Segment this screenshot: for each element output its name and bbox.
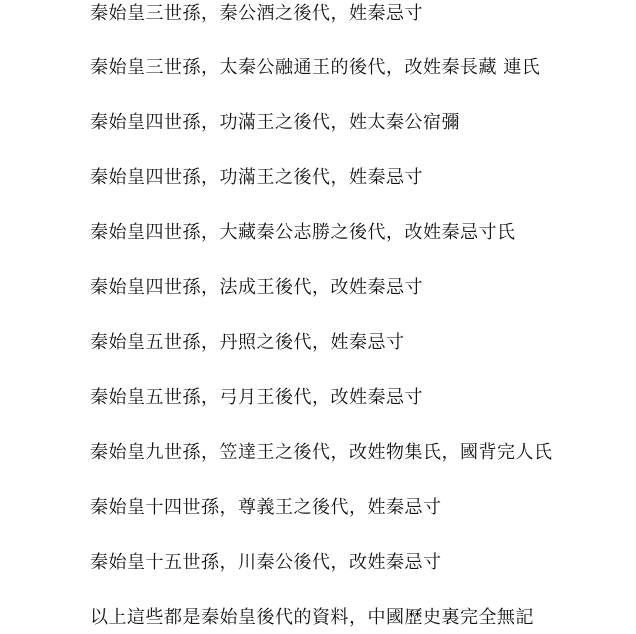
text-line: 秦始皇四世孫，功滿王之後代，姓太秦公宿彌 — [90, 112, 460, 133]
text-line: 秦始皇三世孫，太秦公融通王的後代，改姓秦長藏 連氏 — [90, 57, 541, 78]
text-line: 秦始皇三世孫，秦公酒之後代，姓秦忌寸 — [90, 3, 423, 24]
text-line: 秦始皇九世孫，笠達王之後代，改姓物集氏，國背完人氏 — [90, 442, 553, 463]
text-line: 秦始皇四世孫，功滿王之後代，姓秦忌寸 — [90, 167, 423, 188]
text-line: 秦始皇四世孫，法成王後代，改姓秦忌寸 — [90, 277, 423, 298]
text-line: 秦始皇十五世孫，川秦公後代，改姓秦忌寸 — [90, 552, 442, 573]
text-line: 秦始皇五世孫，弓月王後代，改姓秦忌寸 — [90, 387, 423, 408]
text-line: 秦始皇十四世孫，尊義王之後代，姓秦忌寸 — [90, 497, 442, 518]
text-line: 秦始皇五世孫，丹照之後代，姓秦忌寸 — [90, 332, 405, 353]
text-line: 以上這些都是秦始皇後代的資料，中國歷史裏完全無記 — [90, 607, 534, 628]
text-line: 秦始皇四世孫，大藏秦公志勝之後代，改姓秦忌寸氏 — [90, 222, 516, 243]
